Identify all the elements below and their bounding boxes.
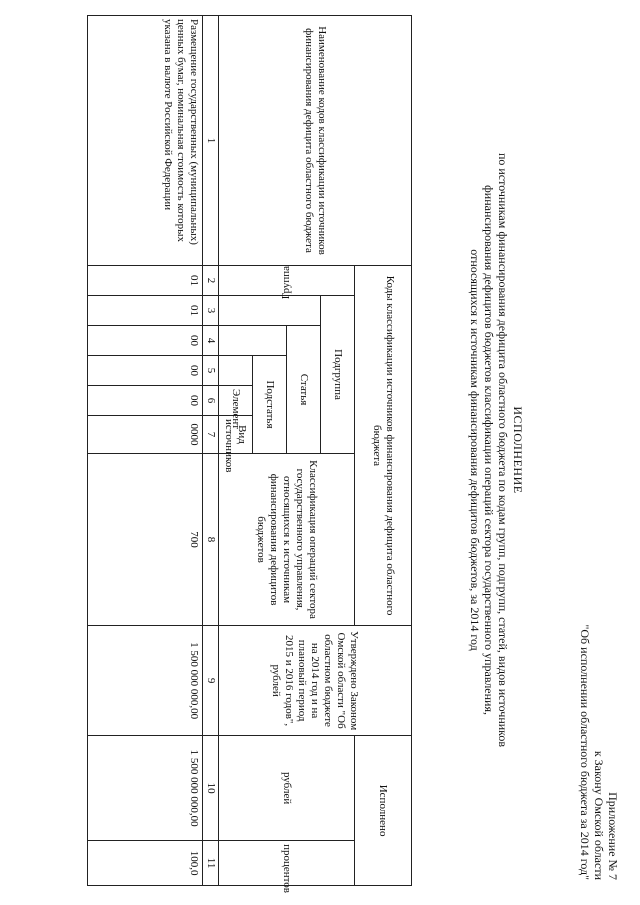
- title-line-1: по источникам финансирования дефицита областного бюджета по кодам групп, подгрупп, статей, видов источников: [496, 152, 510, 748]
- header-approved: Утверждено Законом Омской области "Об областном бюджете на 2014 год и на плановый период 2015 и 2016 годов", рублей: [219, 626, 412, 736]
- appendix-law-title: "Об исполнении областного бюджета за 2014 год": [578, 624, 592, 880]
- header-subgroup: Подгруппа: [321, 296, 355, 454]
- title-heading: ИСПОЛНЕНИЕ: [511, 406, 525, 494]
- title-line-2: финансирования дефицитов бюджетов классификации операций сектора государственного управления,: [482, 185, 496, 715]
- header-percent: процентов: [219, 841, 355, 886]
- header-subarticle-col: [219, 356, 253, 386]
- col-num: 8: [203, 454, 219, 626]
- row-kosgu: 700: [88, 454, 203, 626]
- row-subarticle: 00: [88, 356, 203, 386]
- row-executed-pct: 100,0: [88, 841, 203, 886]
- col-num: 10: [203, 736, 219, 841]
- deficit-sources-table: [87, 15, 412, 893]
- table-row: [88, 16, 203, 886]
- header-executed: Исполнено: [355, 736, 412, 886]
- row-approved: 1 500 000 000,00: [88, 626, 203, 736]
- header-element: Элемент: [219, 386, 253, 416]
- header-name: Наименование кодов классификации источников финансирования дефицита областного бюджета: [219, 16, 412, 266]
- header-subgroup-col: [219, 296, 321, 326]
- col-num: 3: [203, 296, 219, 326]
- appendix-number: Приложение № 7: [606, 792, 620, 880]
- row-subgroup: 01: [88, 296, 203, 326]
- row-article: 00: [88, 326, 203, 356]
- row-name: Размещение государственных (муниципальных) ценных бумаг, номинальная стоимость которых указана в валюте Российской Федерации: [88, 16, 203, 266]
- col-num: 1: [203, 16, 219, 266]
- col-num: 11: [203, 841, 219, 886]
- appendix-law: к Закону Омской области: [592, 750, 606, 880]
- col-num: 2: [203, 266, 219, 296]
- row-group: 01: [88, 266, 203, 296]
- document-title: [468, 90, 525, 810]
- header-codes-group: Коды классификации источников финансирования дефицита областного бюджета: [355, 266, 412, 626]
- header-article-col: [219, 326, 287, 356]
- header-source-kind: Вид источников: [219, 416, 253, 454]
- col-num: 7: [203, 416, 219, 454]
- header-group: [219, 266, 355, 300]
- col-num: 9: [203, 626, 219, 736]
- appendix-header: [578, 0, 620, 880]
- column-number-row: [203, 16, 219, 886]
- col-num: 6: [203, 386, 219, 416]
- col-num: 5: [203, 356, 219, 386]
- header-article: Статья: [287, 326, 321, 454]
- col-num: 4: [203, 326, 219, 356]
- header-subarticle: Подстатья: [253, 356, 287, 454]
- header-kosgu: Классификация операций сектора государственного управления, относящихся к источникам финансирования дефицитов бюджетов: [219, 454, 355, 626]
- row-source-kind: 0000: [88, 416, 203, 454]
- row-executed-rub: 1 500 000 000,00: [88, 736, 203, 841]
- header-group-label: Группа: [280, 266, 292, 300]
- row-element: 00: [88, 386, 203, 416]
- header-rubles: рублей: [219, 736, 355, 841]
- title-line-3: относящихся к источникам финансирования дефицитов бюджетов, за 2014 год: [468, 249, 482, 651]
